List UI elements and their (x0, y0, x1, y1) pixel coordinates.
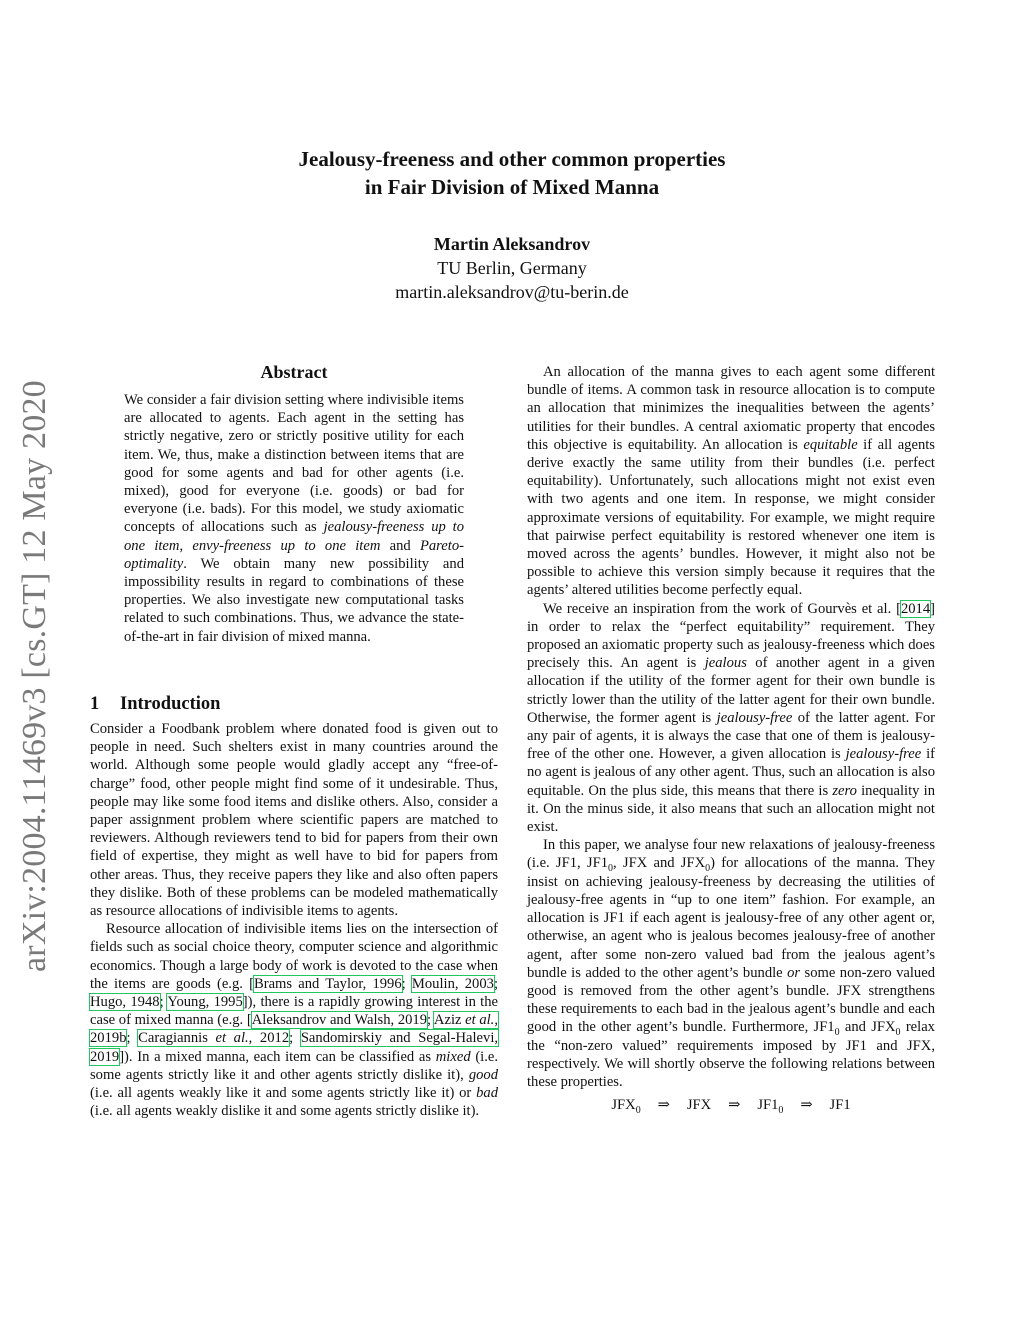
implication-formula: $JFX_0$ ⇒ JFX ⇒ $JF1_0$ ⇒ JF1 (611, 1097, 851, 1117)
citation-link[interactable]: Sandomirskiy and Segal-Halevi, 2019 (90, 1030, 499, 1065)
citation-link[interactable]: Hugo, 1948 (90, 994, 160, 1011)
author-email: martin.aleksandrov@tu-berin.de (395, 282, 629, 302)
right-paragraph-3: In this paper, we analyse four new relaxations of jealousy-freeness (i.e. JF1, $JF1_0$, JFX and $JFX_0$) for allocations of the manna. They insist on achieving jealousy-freeness by decreasing the utilities of jealousy-free agents in “up to one item” fashion. For example, an allocation is JF1 if each agent is jealousy-free of any other agent or, otherwise, an agent who is jealous becomes jealousy-free of another agent, after some non-zero valued bad from the jealous agent’s bundle is added to the other agent’s bundle or some non-zero valued good is removed from the other agent’s bundle. JFX strengthens these requirements to each bad in the jealous agent’s bundle and each good in the other agent’s bundle. Furthermore, $JF1_0$ and $JFX_0$ relax the “non-zero valued” requirements imposed by JF1 and JFX, respectively. We will shortly observe the following relations between these properties. (527, 837, 936, 1090)
citation-link[interactable]: Aleksandrov and Walsh, 2019 (251, 1012, 428, 1029)
author-name: Martin Aleksandrov (433, 234, 591, 254)
citation-link[interactable]: Young, 1995 (167, 994, 243, 1011)
author-block (0, 232, 1024, 304)
implies-arrow-icon: ⇒ (800, 1097, 813, 1114)
citation-link[interactable]: Aziz et al., 2019b (90, 1012, 498, 1047)
title-line-2: in Fair Division of Mixed Manna (364, 175, 660, 199)
right-column-body (527, 363, 935, 1115)
implies-arrow-icon: ⇒ (657, 1097, 670, 1114)
arxiv-identifier: arXiv:2004.11469v3 [cs.GT] 12 May 2020 (16, 380, 53, 972)
abstract-text: We consider a fair division setting where indivisible items are allocated to agents. Each agent in the setting has strictly negative, zero or strictly positive utility for each item. We, thus, make a distinction between items that are good for some agents and bad for other agents (i.e. mixed), good for everyone (i.e. goods) or bad for everyone (i.e. bads). For this model, we study axiomatic concepts of allocations such as jealousy-freeness up to one item, envy-freeness up to one item and Pareto-optimality. We obtain many new possibility and impossibility results in regard to combinations of these properties. We also investigate new computational tasks related to such combinations. Thus, we advance the state-of-the-art in fair division of mixed manna. (124, 392, 464, 645)
citation-link[interactable]: Brams and Taylor, 1996 (253, 975, 402, 992)
implies-arrow-icon: ⇒ (728, 1097, 741, 1114)
citation-link[interactable]: Caragiannis et al., 2012 (138, 1030, 290, 1047)
abstract-heading: Abstract (260, 362, 328, 382)
right-paragraph-1: An allocation of the manna gives to each agent some different bundle of items. A common task in resource allocation is to compute an allocation that minimizes the inequalities between the agents’ utilities for their bundles. A central axiomatic property that encodes this objective is equitability. An allocation is equitable if all agents derive exactly the same utility from their bundles (i.e. perfect equitability). Unfortunately, such allocations might not exist even with two agents and one item. In response, we might consider approximate versions of equitability. For example, we might require that pairwise perfect equitability is restored whenever one item is moved across the agents’ bundles. However, it might also not be possible to achieve this version simply because it requires that the agents’ altered utilities become perfectly equal. (527, 364, 935, 599)
introduction-body (90, 720, 498, 1120)
paper-title (0, 145, 1024, 201)
citation-link[interactable]: Moulin, 2003 (411, 975, 494, 992)
intro-paragraph-1: Consider a Foodbank problem where donated food is given out to people in need. Such shelters exist in many countries around the world. Although some people would gladly accept any “free-of-charge” food, other people might find some of it undesirable. Thus, people may like some food items and dislike others. Also, consider a paper assignment problem where scientific papers are matched to reviewers. Although reviewers tend to bid for papers from their own field of expertise, they might as well have to bid for papers from other areas. Thus, they receive papers they like and also often papers they dislike. Both of these problems can be modeled mathematically as resource allocations of indivisible items to agents. (90, 721, 498, 920)
citation-link[interactable]: 2014 (900, 600, 931, 617)
right-paragraph-2: We receive an inspiration from the work of Gourvès et al. [2014] in order to relax the “perfect equitability” requirement. They proposed an axiomatic property such as jealousy-freeness which does precisely this. An agent is jealous of another agent in a given allocation if the utility of the former agent for their own bundle is strictly lower than the utility of the latter agent for their own bundle. Otherwise, the former agent is jealousy-free of the latter agent. For any pair of agents, it is always the case that one of them is jealousy-free of the other one. However, a given allocation is jealousy-free if no agent is jealous of any other agent. Thus, such an allocation is also equitable. On the plus side, this means that there is zero inequality in it. On the minus side, it also means that such an allocation might not exist. (527, 600, 935, 836)
author-affiliation: TU Berlin, Germany (437, 258, 587, 278)
title-line-1: Jealousy-freeness and other common properties (298, 147, 726, 171)
section-heading-introduction: 1 Introduction (90, 694, 221, 714)
intro-paragraph-2: Resource allocation of indivisible items lies on the intersection of fields such as social choice theory, computer science and algorithmic economics. Though a large body of work is devoted to the case when the items are goods (e.g. [Brams and Taylor, 1996; Moulin, 2003; Hugo, 1948; Young, 1995]), there is a rapidly growing interest in the case of mixed manna (e.g. [Aleksandrov and Walsh, 2019; Aziz et al., 2019b; Caragiannis et al., 2012; Sandomirskiy and Segal-Halevi, 2019]). In a mixed manna, each item can be classified as mixed (i.e. some agents strictly like it and other agents strictly dislike it), good (i.e. all agents weakly like it and some agents strictly like it) or bad (i.e. all agents weakly dislike it and some agents strictly dislike it). (90, 921, 499, 1120)
